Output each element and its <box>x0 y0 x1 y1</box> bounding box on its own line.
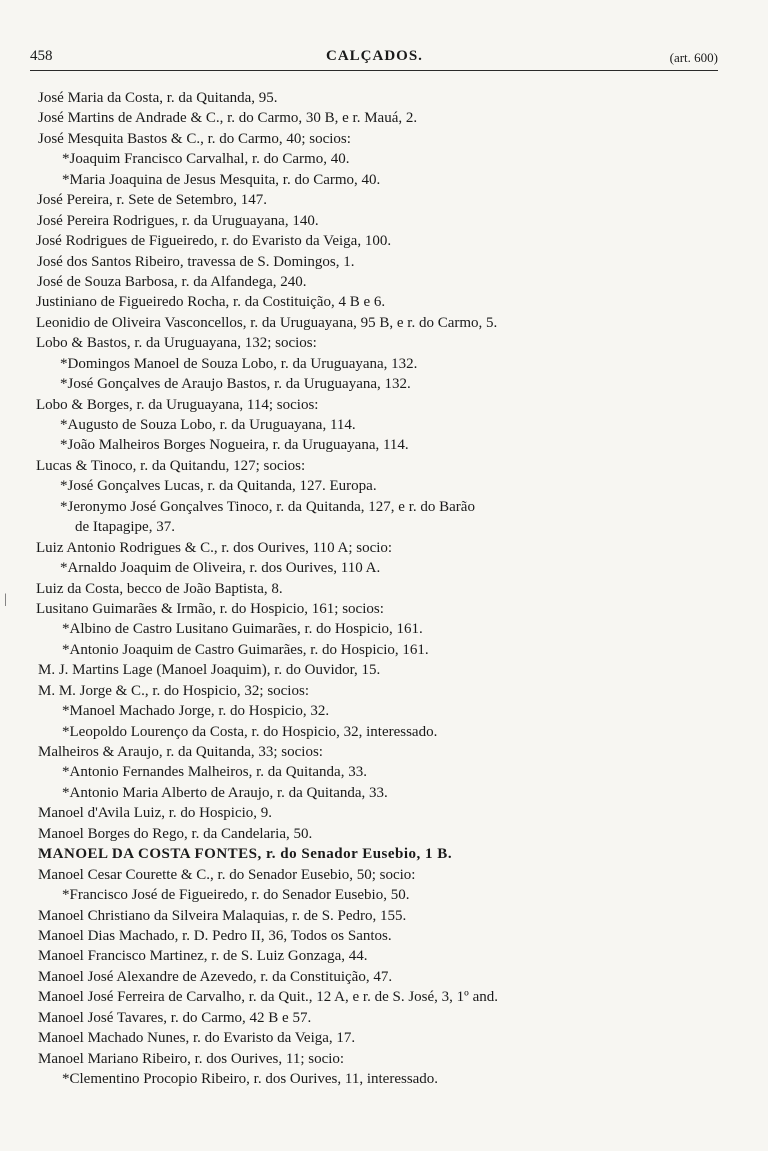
article-reference: (art. 600) <box>669 50 718 65</box>
list-item: José Mesquita Bastos & C., r. do Carmo, 40; socios: <box>38 130 351 147</box>
list-item: Manoel Christiano da Silveira Malaquias, r. de S. Pedro, 155. <box>38 907 407 924</box>
list-item: José Maria da Costa, r. da Quitanda, 95. <box>38 90 278 106</box>
list-item: *Maria Joaquina de Jesus Mesquita, r. do Carmo, 40. <box>62 171 381 188</box>
list-item: Luiz Antonio Rodrigues & C., r. dos Ourives, 110 A; socio: <box>36 539 393 556</box>
list-item: *Joaquim Francisco Carvalhal, r. do Carmo, 40. <box>62 151 350 168</box>
list-item: *Albino de Castro Lusitano Guimarães, r. do Hospicio, 161. <box>62 621 423 638</box>
list-item: Justiniano de Figueiredo Rocha, r. da Costituição, 4 B e 6. <box>36 294 386 311</box>
list-item: MANOEL DA COSTA FONTES, r. do Senador Eusebio, 1 B. <box>38 846 453 863</box>
list-item: *Leopoldo Lourenço da Costa, r. do Hospicio, 32, interessado. <box>62 723 438 740</box>
list-item: M. M. Jorge & C., r. do Hospicio, 32; socios: <box>38 682 309 699</box>
list-item: *Francisco José de Figueiredo, r. do Senador Eusebio, 50. <box>62 887 410 904</box>
list-item: Lusitano Guimarães & Irmão, r. do Hospicio, 161; socios: <box>36 600 384 617</box>
page-number: 458 <box>30 48 53 64</box>
list-item: Manoel Machado Nunes, r. do Evaristo da Veiga, 17. <box>38 1030 356 1047</box>
list-item: *Clementino Procopio Ribeiro, r. dos Ourives, 11, interessado. <box>62 1071 439 1087</box>
list-item: Luiz da Costa, becco de João Baptista, 8. <box>36 580 283 597</box>
list-item: *Arnaldo Joaquim de Oliveira, r. dos Ourives, 110 A. <box>60 560 381 577</box>
list-item: de Itapagipe, 37. <box>75 519 175 536</box>
list-item: Manoel José Ferreira de Carvalho, r. da Quit., 12 A, e r. de S. José, 3, 1º and. <box>38 989 498 1006</box>
list-item: José Rodrigues de Figueiredo, r. do Evaristo da Veiga, 100. <box>36 233 392 250</box>
list-item: Lobo & Borges, r. da Uruguayana, 114; socios: <box>36 396 319 413</box>
list-item: Manoel Mariano Ribeiro, r. dos Ourives, 11; socio: <box>38 1050 345 1067</box>
list-item: Manoel José Tavares, r. do Carmo, 42 B e 57. <box>38 1009 312 1026</box>
list-item: *Manoel Machado Jorge, r. do Hospicio, 32. <box>62 703 330 720</box>
list-item: *Antonio Joaquim de Castro Guimarães, r. do Hospicio, 161. <box>62 641 429 658</box>
list-item: *Antonio Fernandes Malheiros, r. da Quitanda, 33. <box>62 764 367 781</box>
list-item: *Jeronymo José Gonçalves Tinoco, r. da Quitanda, 127, e r. do Barão <box>60 498 475 515</box>
list-item: Manoel José Alexandre de Azevedo, r. da Constituição, 47. <box>38 968 393 985</box>
list-item: José Pereira, r. Sete de Setembro, 147. <box>37 192 267 209</box>
list-item: José Pereira Rodrigues, r. da Uruguayana, 140. <box>37 212 319 229</box>
list-item: Malheiros & Araujo, r. da Quitanda, 33; socios: <box>38 744 323 760</box>
page-title: CALÇADOS. <box>326 48 423 64</box>
list-item: *Antonio Maria Alberto de Araujo, r. da Quitanda, 33. <box>62 784 388 801</box>
list-item: Manoel Borges do Rego, r. da Candelaria, 50. <box>38 825 313 842</box>
list-item: José dos Santos Ribeiro, travessa de S. Domingos, 1. <box>37 253 355 270</box>
entry-list <box>0 88 768 1089</box>
list-item: *José Gonçalves Lucas, r. da Quitanda, 127. Europa. <box>60 478 377 495</box>
list-item: *João Malheiros Borges Nogueira, r. da Uruguayana, 114. <box>60 437 409 454</box>
list-item: José Martins de Andrade & C., r. do Carmo, 30 B, e r. Mauá, 2. <box>38 110 418 127</box>
page-header <box>30 44 718 71</box>
list-item: Leonidio de Oliveira Vasconcellos, r. da Uruguayana, 95 B, e r. do Carmo, 5. <box>36 314 498 331</box>
list-item: Lucas & Tinoco, r. da Quitandu, 127; socios: <box>36 457 306 474</box>
list-item: Lobo & Bastos, r. da Uruguayana, 132; socios: <box>36 335 317 352</box>
list-item: Manoel Francisco Martinez, r. de S. Luiz Gonzaga, 44. <box>38 948 368 965</box>
list-item: *Domingos Manoel de Souza Lobo, r. da Uruguayana, 132. <box>60 355 418 372</box>
list-item: M. J. Martins Lage (Manoel Joaquim), r. do Ouvidor, 15. <box>38 662 381 679</box>
list-item: Manoel Dias Machado, r. D. Pedro II, 36, Todos os Santos. <box>38 927 392 944</box>
list-item: *José Gonçalves de Araujo Bastos, r. da Uruguayana, 132. <box>60 376 411 393</box>
list-item: José de Souza Barbosa, r. da Alfandega, 240. <box>37 273 307 290</box>
list-item: Manoel Cesar Courette & C., r. do Senador Eusebio, 50; socio: <box>38 866 416 883</box>
list-item: *Augusto de Souza Lobo, r. da Uruguayana, 114. <box>60 417 356 433</box>
margin-mark: | <box>4 592 7 607</box>
list-item: Manoel d'Avila Luiz, r. do Hospicio, 9. <box>38 805 273 822</box>
